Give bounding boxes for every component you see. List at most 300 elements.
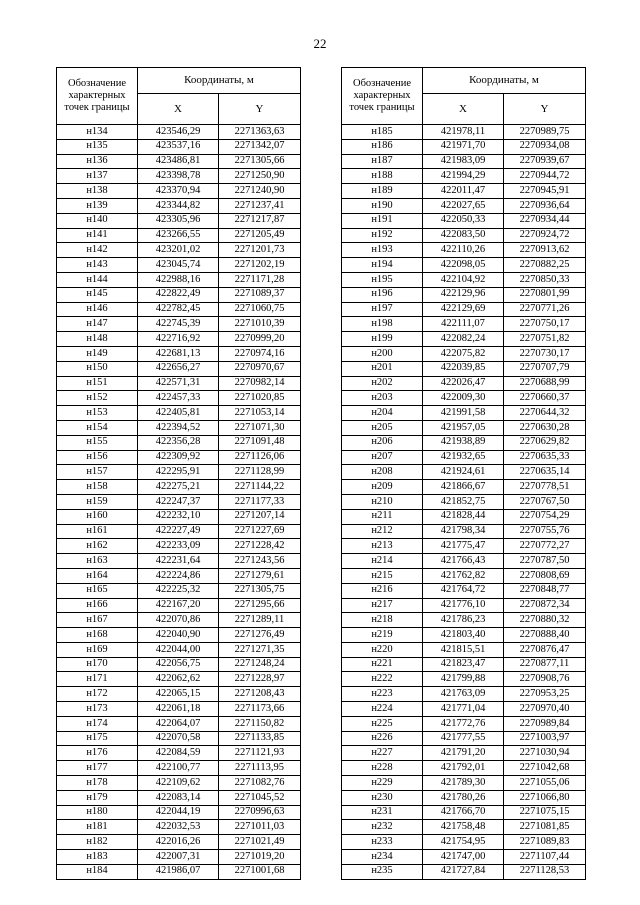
y-cell: 2270882,25 — [504, 258, 586, 273]
point-id-cell: н206 — [342, 435, 423, 450]
point-id-cell: н165 — [57, 583, 138, 598]
table-row — [342, 568, 586, 583]
y-cell: 2271001,68 — [219, 864, 301, 879]
x-cell: 422026,47 — [423, 376, 504, 391]
point-id-cell: н151 — [57, 376, 138, 391]
y-cell: 2271202,19 — [219, 258, 301, 273]
point-id-cell: н154 — [57, 420, 138, 435]
y-cell: 2271271,35 — [219, 642, 301, 657]
y-cell: 2271042,68 — [504, 761, 586, 776]
point-id-cell: н172 — [57, 687, 138, 702]
table-row — [57, 820, 301, 835]
header-point-label: Обозначение характерных точек границы — [57, 68, 138, 125]
header-point-label: Обозначение характерных точек границы — [342, 68, 423, 125]
table-row — [57, 687, 301, 702]
table-row — [342, 672, 586, 687]
table-row — [57, 642, 301, 657]
point-id-cell: н137 — [57, 169, 138, 184]
table-row — [57, 346, 301, 361]
x-cell: 422782,45 — [138, 302, 219, 317]
x-cell: 421766,70 — [423, 805, 504, 820]
table-row — [57, 302, 301, 317]
header-y: Y — [504, 94, 586, 125]
x-cell: 422822,49 — [138, 287, 219, 302]
table-row — [342, 420, 586, 435]
point-id-cell: н139 — [57, 198, 138, 213]
point-id-cell: н183 — [57, 850, 138, 865]
point-id-cell: н161 — [57, 524, 138, 539]
table-row — [57, 272, 301, 287]
x-cell: 422065,15 — [138, 687, 219, 702]
table-row — [342, 642, 586, 657]
y-cell: 2271133,85 — [219, 731, 301, 746]
y-cell: 2271243,56 — [219, 554, 301, 569]
point-id-cell: н141 — [57, 228, 138, 243]
x-cell: 421798,34 — [423, 524, 504, 539]
x-cell: 422745,39 — [138, 317, 219, 332]
point-id-cell: н152 — [57, 391, 138, 406]
x-cell: 422988,16 — [138, 272, 219, 287]
table-row — [57, 169, 301, 184]
x-cell: 422233,09 — [138, 539, 219, 554]
x-cell: 423344,82 — [138, 198, 219, 213]
y-cell: 2271207,14 — [219, 509, 301, 524]
y-cell: 2271227,69 — [219, 524, 301, 539]
header-coordinates: Координаты, м — [423, 68, 586, 94]
point-id-cell: н136 — [57, 154, 138, 169]
y-cell: 2271053,14 — [219, 406, 301, 421]
x-cell: 422231,64 — [138, 554, 219, 569]
point-id-cell: н135 — [57, 139, 138, 154]
point-id-cell: н201 — [342, 361, 423, 376]
y-cell: 2270913,62 — [504, 243, 586, 258]
table-row — [342, 213, 586, 228]
y-cell: 2270872,34 — [504, 598, 586, 613]
table-row — [57, 805, 301, 820]
table-row — [342, 302, 586, 317]
x-cell: 422394,52 — [138, 420, 219, 435]
x-cell: 422309,92 — [138, 450, 219, 465]
y-cell: 2271171,28 — [219, 272, 301, 287]
point-id-cell: н198 — [342, 317, 423, 332]
table-row — [57, 391, 301, 406]
point-id-cell: н182 — [57, 835, 138, 850]
y-cell: 2271205,49 — [219, 228, 301, 243]
x-cell: 422681,13 — [138, 346, 219, 361]
x-cell: 422061,18 — [138, 702, 219, 717]
y-cell: 2270644,32 — [504, 406, 586, 421]
table-row — [342, 287, 586, 302]
point-id-cell: н169 — [57, 642, 138, 657]
x-cell: 421924,61 — [423, 465, 504, 480]
point-id-cell: н184 — [57, 864, 138, 879]
point-id-cell: н168 — [57, 628, 138, 643]
table-row — [342, 702, 586, 717]
y-cell: 2271173,66 — [219, 702, 301, 717]
table-row — [342, 376, 586, 391]
table-row — [57, 864, 301, 879]
x-cell: 422110,26 — [423, 243, 504, 258]
x-cell: 422075,82 — [423, 346, 504, 361]
coordinates-table-right — [341, 67, 586, 880]
table-row — [57, 465, 301, 480]
y-cell: 2270707,79 — [504, 361, 586, 376]
table-row — [57, 332, 301, 347]
table-row — [342, 169, 586, 184]
x-cell: 421828,44 — [423, 509, 504, 524]
x-cell: 423486,81 — [138, 154, 219, 169]
y-cell: 2271075,15 — [504, 805, 586, 820]
table-row — [57, 198, 301, 213]
y-cell: 2271250,90 — [219, 169, 301, 184]
y-cell: 2271060,75 — [219, 302, 301, 317]
table-row — [342, 332, 586, 347]
x-cell: 422044,00 — [138, 642, 219, 657]
y-cell: 2270771,26 — [504, 302, 586, 317]
x-cell: 422100,77 — [138, 761, 219, 776]
point-id-cell: н162 — [57, 539, 138, 554]
point-id-cell: н179 — [57, 790, 138, 805]
y-cell: 2271071,30 — [219, 420, 301, 435]
point-id-cell: н218 — [342, 613, 423, 628]
table-row — [342, 761, 586, 776]
table-row — [57, 613, 301, 628]
point-id-cell: н177 — [57, 761, 138, 776]
table-row — [57, 716, 301, 731]
table-row — [57, 184, 301, 199]
table-row — [342, 198, 586, 213]
y-cell: 2270730,17 — [504, 346, 586, 361]
point-id-cell: н181 — [57, 820, 138, 835]
point-id-cell: н153 — [57, 406, 138, 421]
point-id-cell: н186 — [342, 139, 423, 154]
x-cell: 422109,62 — [138, 776, 219, 791]
x-cell: 421780,26 — [423, 790, 504, 805]
point-id-cell: н208 — [342, 465, 423, 480]
x-cell: 421776,10 — [423, 598, 504, 613]
x-cell: 423045,74 — [138, 258, 219, 273]
y-cell: 2271305,66 — [219, 154, 301, 169]
table-row — [342, 820, 586, 835]
x-cell: 422032,53 — [138, 820, 219, 835]
x-cell: 423537,16 — [138, 139, 219, 154]
table-row — [57, 450, 301, 465]
table-row — [342, 317, 586, 332]
y-cell: 2270787,50 — [504, 554, 586, 569]
table-row — [57, 139, 301, 154]
point-id-cell: н226 — [342, 731, 423, 746]
x-cell: 421823,47 — [423, 657, 504, 672]
y-cell: 2271010,39 — [219, 317, 301, 332]
point-id-cell: н145 — [57, 287, 138, 302]
x-cell: 422104,92 — [423, 272, 504, 287]
point-id-cell: н199 — [342, 332, 423, 347]
point-id-cell: н192 — [342, 228, 423, 243]
point-id-cell: н178 — [57, 776, 138, 791]
point-id-cell: н175 — [57, 731, 138, 746]
table-row — [342, 406, 586, 421]
table-row — [342, 154, 586, 169]
x-cell: 422129,96 — [423, 287, 504, 302]
table-row — [342, 687, 586, 702]
point-id-cell: н167 — [57, 613, 138, 628]
y-cell: 2270970,67 — [219, 361, 301, 376]
x-cell: 422232,10 — [138, 509, 219, 524]
header-x: X — [138, 94, 219, 125]
x-cell: 422656,27 — [138, 361, 219, 376]
table-row — [57, 258, 301, 273]
x-cell: 421764,72 — [423, 583, 504, 598]
y-cell: 2270934,44 — [504, 213, 586, 228]
x-cell: 422039,85 — [423, 361, 504, 376]
x-cell: 423398,78 — [138, 169, 219, 184]
y-cell: 2270755,76 — [504, 524, 586, 539]
point-id-cell: н224 — [342, 702, 423, 717]
point-id-cell: н149 — [57, 346, 138, 361]
table-row — [57, 228, 301, 243]
y-cell: 2271150,82 — [219, 716, 301, 731]
table-row — [342, 539, 586, 554]
y-cell: 2271089,83 — [504, 835, 586, 850]
x-cell: 421771,04 — [423, 702, 504, 717]
y-cell: 2271066,80 — [504, 790, 586, 805]
table-row — [57, 628, 301, 643]
y-cell: 2271295,66 — [219, 598, 301, 613]
table-row — [57, 657, 301, 672]
table-row — [342, 125, 586, 140]
y-cell: 2270999,20 — [219, 332, 301, 347]
table-row — [342, 346, 586, 361]
table-row — [342, 835, 586, 850]
y-cell: 2270688,99 — [504, 376, 586, 391]
point-id-cell: н150 — [57, 361, 138, 376]
x-cell: 423370,94 — [138, 184, 219, 199]
point-id-cell: н235 — [342, 864, 423, 879]
x-cell: 422064,07 — [138, 716, 219, 731]
point-id-cell: н195 — [342, 272, 423, 287]
x-cell: 422040,90 — [138, 628, 219, 643]
x-cell: 421971,70 — [423, 139, 504, 154]
y-cell: 2270880,32 — [504, 613, 586, 628]
x-cell: 422070,86 — [138, 613, 219, 628]
table-row — [342, 598, 586, 613]
table-row — [57, 287, 301, 302]
table-row — [342, 716, 586, 731]
y-cell: 2270936,64 — [504, 198, 586, 213]
table-row — [57, 420, 301, 435]
y-cell: 2271237,41 — [219, 198, 301, 213]
x-cell: 423546,29 — [138, 125, 219, 140]
table-row — [342, 864, 586, 879]
point-id-cell: н171 — [57, 672, 138, 687]
point-id-cell: н231 — [342, 805, 423, 820]
y-cell: 2271128,99 — [219, 465, 301, 480]
point-id-cell: н209 — [342, 480, 423, 495]
point-id-cell: н230 — [342, 790, 423, 805]
x-cell: 421775,47 — [423, 539, 504, 554]
y-cell: 2270808,69 — [504, 568, 586, 583]
table-row — [57, 702, 301, 717]
table-row — [57, 243, 301, 258]
y-cell: 2270908,76 — [504, 672, 586, 687]
table-row — [57, 598, 301, 613]
point-id-cell: н233 — [342, 835, 423, 850]
y-cell: 2271279,61 — [219, 568, 301, 583]
point-id-cell: н232 — [342, 820, 423, 835]
y-cell: 2271121,93 — [219, 746, 301, 761]
y-cell: 2271208,43 — [219, 687, 301, 702]
x-cell: 421986,07 — [138, 864, 219, 879]
y-cell: 2270945,91 — [504, 184, 586, 199]
y-cell: 2270754,29 — [504, 509, 586, 524]
x-cell: 422011,47 — [423, 184, 504, 199]
point-id-cell: н180 — [57, 805, 138, 820]
point-id-cell: н138 — [57, 184, 138, 199]
point-id-cell: н143 — [57, 258, 138, 273]
table-row — [342, 243, 586, 258]
y-cell: 2271021,49 — [219, 835, 301, 850]
x-cell: 421766,43 — [423, 554, 504, 569]
x-cell: 422275,21 — [138, 480, 219, 495]
table-row — [342, 554, 586, 569]
x-cell: 422247,37 — [138, 494, 219, 509]
y-cell: 2270635,33 — [504, 450, 586, 465]
y-cell: 2271011,03 — [219, 820, 301, 835]
table-row — [342, 776, 586, 791]
x-cell: 422050,33 — [423, 213, 504, 228]
y-cell: 2271177,33 — [219, 494, 301, 509]
point-id-cell: н234 — [342, 850, 423, 865]
table-row — [57, 568, 301, 583]
y-cell: 2271228,42 — [219, 539, 301, 554]
y-cell: 2271055,06 — [504, 776, 586, 791]
table-row — [342, 361, 586, 376]
y-cell: 2270939,67 — [504, 154, 586, 169]
point-id-cell: н222 — [342, 672, 423, 687]
table-row — [57, 125, 301, 140]
table-row — [57, 539, 301, 554]
table-row — [342, 613, 586, 628]
point-id-cell: н159 — [57, 494, 138, 509]
point-id-cell: н155 — [57, 435, 138, 450]
y-cell: 2270924,72 — [504, 228, 586, 243]
table-row — [342, 391, 586, 406]
x-cell: 421789,30 — [423, 776, 504, 791]
point-id-cell: н176 — [57, 746, 138, 761]
point-id-cell: н156 — [57, 450, 138, 465]
x-cell: 421932,65 — [423, 450, 504, 465]
table-row — [57, 746, 301, 761]
table-row — [57, 524, 301, 539]
x-cell: 422098,05 — [423, 258, 504, 273]
y-cell: 2271248,24 — [219, 657, 301, 672]
y-cell: 2271020,85 — [219, 391, 301, 406]
y-cell: 2271045,52 — [219, 790, 301, 805]
point-id-cell: н174 — [57, 716, 138, 731]
point-id-cell: н191 — [342, 213, 423, 228]
point-id-cell: н146 — [57, 302, 138, 317]
point-id-cell: н170 — [57, 657, 138, 672]
point-id-cell: н204 — [342, 406, 423, 421]
table-row — [57, 406, 301, 421]
y-cell: 2270772,27 — [504, 539, 586, 554]
y-cell: 2270888,40 — [504, 628, 586, 643]
x-cell: 421803,40 — [423, 628, 504, 643]
point-id-cell: н220 — [342, 642, 423, 657]
table-row — [57, 154, 301, 169]
x-cell: 421772,76 — [423, 716, 504, 731]
point-id-cell: н166 — [57, 598, 138, 613]
point-id-cell: н160 — [57, 509, 138, 524]
table-row — [342, 746, 586, 761]
x-cell: 422571,31 — [138, 376, 219, 391]
point-id-cell: н213 — [342, 539, 423, 554]
y-cell: 2271217,87 — [219, 213, 301, 228]
point-id-cell: н202 — [342, 376, 423, 391]
point-id-cell: н144 — [57, 272, 138, 287]
point-id-cell: н217 — [342, 598, 423, 613]
table-row — [57, 494, 301, 509]
point-id-cell: н211 — [342, 509, 423, 524]
table-row — [342, 272, 586, 287]
table-row — [57, 835, 301, 850]
y-cell: 2271030,94 — [504, 746, 586, 761]
table-row — [57, 213, 301, 228]
table-row — [57, 850, 301, 865]
point-id-cell: н207 — [342, 450, 423, 465]
y-cell: 2271081,85 — [504, 820, 586, 835]
x-cell: 422405,81 — [138, 406, 219, 421]
table-row — [342, 628, 586, 643]
table-row — [57, 554, 301, 569]
x-cell: 422056,75 — [138, 657, 219, 672]
x-cell: 422070,58 — [138, 731, 219, 746]
x-cell: 422295,91 — [138, 465, 219, 480]
table-row — [57, 361, 301, 376]
x-cell: 421747,00 — [423, 850, 504, 865]
x-cell: 421938,89 — [423, 435, 504, 450]
point-id-cell: н173 — [57, 702, 138, 717]
point-id-cell: н147 — [57, 317, 138, 332]
point-id-cell: н163 — [57, 554, 138, 569]
point-id-cell: н193 — [342, 243, 423, 258]
x-cell: 422082,24 — [423, 332, 504, 347]
point-id-cell: н190 — [342, 198, 423, 213]
header-y: Y — [219, 94, 301, 125]
x-cell: 421763,09 — [423, 687, 504, 702]
y-cell: 2271019,20 — [219, 850, 301, 865]
table-body — [342, 125, 586, 880]
point-id-cell: н229 — [342, 776, 423, 791]
x-cell: 422227,49 — [138, 524, 219, 539]
y-cell: 2271305,75 — [219, 583, 301, 598]
x-cell: 422007,31 — [138, 850, 219, 865]
point-id-cell: н188 — [342, 169, 423, 184]
y-cell: 2270982,14 — [219, 376, 301, 391]
point-id-cell: н164 — [57, 568, 138, 583]
x-cell: 422167,20 — [138, 598, 219, 613]
x-cell: 422225,32 — [138, 583, 219, 598]
point-id-cell: н196 — [342, 287, 423, 302]
x-cell: 422129,69 — [423, 302, 504, 317]
table-row — [342, 731, 586, 746]
table-row — [57, 317, 301, 332]
x-cell: 421754,95 — [423, 835, 504, 850]
x-cell: 421758,48 — [423, 820, 504, 835]
y-cell: 2270630,28 — [504, 420, 586, 435]
y-cell: 2271228,97 — [219, 672, 301, 687]
y-cell: 2271126,06 — [219, 450, 301, 465]
